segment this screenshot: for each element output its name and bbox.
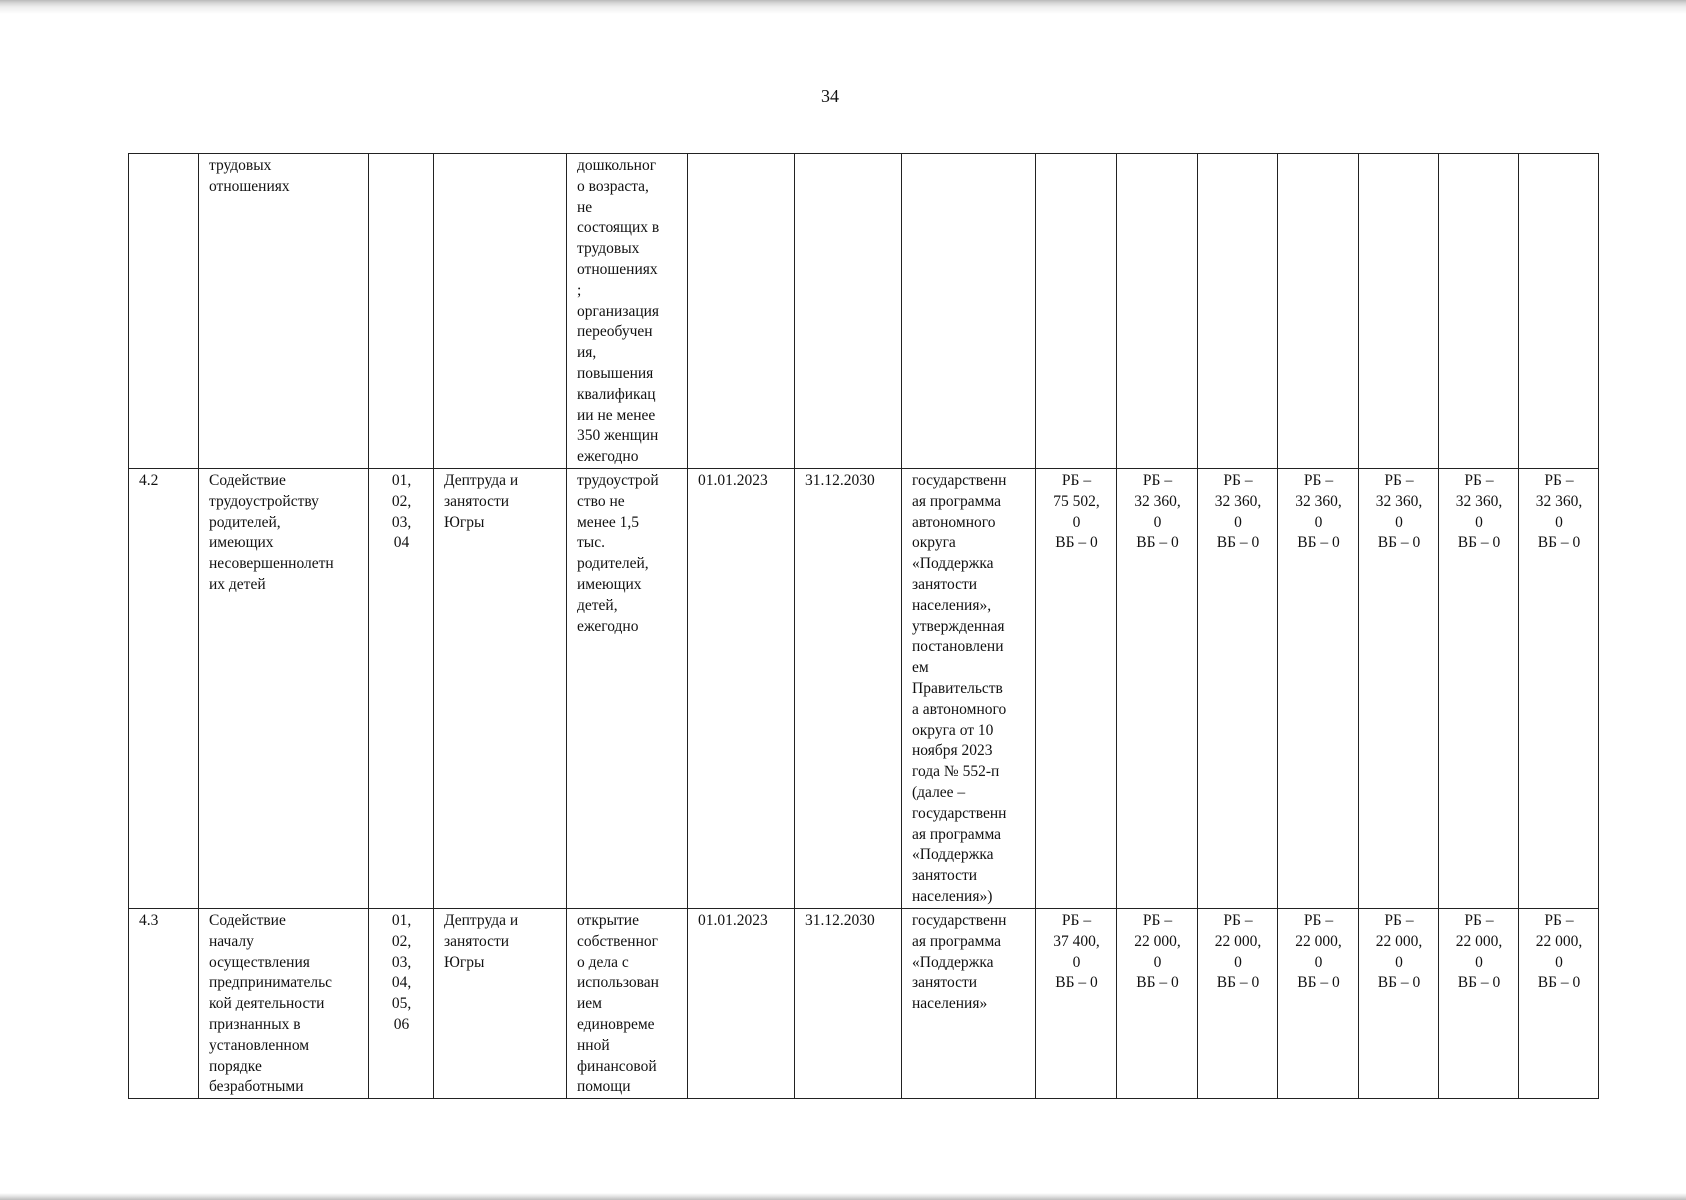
cell-tasks: 01, 02, 03, 04 — [369, 468, 434, 908]
cell-end-date — [795, 154, 902, 469]
cell-tasks — [369, 154, 434, 469]
cell-funding-3: РБ – 32 360, 0 ВБ – 0 — [1198, 468, 1278, 908]
cell-executor: Дептруда и занятости Югры — [434, 468, 567, 908]
cell-funding-3: РБ – 22 000, 0 ВБ – 0 — [1198, 908, 1278, 1098]
cell-measure: трудовых отношениях — [199, 154, 369, 469]
cell-funding-1: РБ – 75 502, 0 ВБ – 0 — [1036, 468, 1117, 908]
cell-num: 4.3 — [129, 908, 199, 1098]
cell-funding-7 — [1519, 154, 1599, 469]
cell-start-date — [688, 154, 795, 469]
cell-funding-3 — [1198, 154, 1278, 469]
page-number: 34 — [821, 86, 839, 106]
cell-result: дошкольног о возраста, не состоящих в трудовых отношениях ; организация переобучен ия, повышения квалификац ии не менее 350 женщин ежегодно — [567, 154, 688, 469]
cell-funding-4: РБ – 22 000, 0 ВБ – 0 — [1278, 908, 1359, 1098]
cell-funding-6: РБ – 32 360, 0 ВБ – 0 — [1439, 468, 1519, 908]
cell-start-date: 01.01.2023 — [688, 468, 795, 908]
cell-measure: Содействие началу осуществления предпринимательс кой деятельности признанных в установленном порядке безработными — [199, 908, 369, 1098]
cell-executor — [434, 154, 567, 469]
cell-executor: Дептруда и занятости Югры — [434, 908, 567, 1098]
cell-measure: Содействие трудоустройству родителей, имеющих несовершеннолетн их детей — [199, 468, 369, 908]
cell-funding-2: РБ – 22 000, 0 ВБ – 0 — [1117, 908, 1198, 1098]
cell-tasks: 01, 02, 03, 04, 05, 06 — [369, 908, 434, 1098]
cell-funding-6: РБ – 22 000, 0 ВБ – 0 — [1439, 908, 1519, 1098]
cell-end-date: 31.12.2030 — [795, 468, 902, 908]
table-row — [129, 468, 1599, 908]
cell-funding-4: РБ – 32 360, 0 ВБ – 0 — [1278, 468, 1359, 908]
cell-funding-5: РБ – 32 360, 0 ВБ – 0 — [1359, 468, 1439, 908]
cell-funding-1: РБ – 37 400, 0 ВБ – 0 — [1036, 908, 1117, 1098]
table-row — [129, 908, 1599, 1098]
cell-funding-7: РБ – 22 000, 0 ВБ – 0 — [1519, 908, 1599, 1098]
table-body — [129, 154, 1599, 1099]
cell-source: государственн ая программа автономного округа «Поддержка занятости населения», утвержденная постановлени ем Правительств а автономного округа от 10 ноября 2023 года № 552-п (далее – государственн ая программа «Поддержка занятости населения») — [902, 468, 1036, 908]
cell-result: трудоустрой ство не менее 1,5 тыс. родителей, имеющих детей, ежегодно — [567, 468, 688, 908]
measures-table — [128, 153, 1599, 1099]
cell-source: государственн ая программа «Поддержка занятости населения» — [902, 908, 1036, 1098]
cell-end-date: 31.12.2030 — [795, 908, 902, 1098]
scan-edge-bottom — [0, 1193, 1686, 1200]
cell-funding-1 — [1036, 154, 1117, 469]
table-row — [129, 154, 1599, 469]
scan-edge-top — [0, 0, 1686, 14]
cell-funding-6 — [1439, 154, 1519, 469]
cell-start-date: 01.01.2023 — [688, 908, 795, 1098]
cell-funding-4 — [1278, 154, 1359, 469]
cell-funding-5: РБ – 22 000, 0 ВБ – 0 — [1359, 908, 1439, 1098]
cell-funding-2 — [1117, 154, 1198, 469]
cell-funding-7: РБ – 32 360, 0 ВБ – 0 — [1519, 468, 1599, 908]
cell-result: открытие собственног о дела с использован ием единовреме нной финансовой помощи — [567, 908, 688, 1098]
cell-funding-2: РБ – 32 360, 0 ВБ – 0 — [1117, 468, 1198, 908]
cell-num — [129, 154, 199, 469]
cell-source — [902, 154, 1036, 469]
cell-num: 4.2 — [129, 468, 199, 908]
cell-funding-5 — [1359, 154, 1439, 469]
